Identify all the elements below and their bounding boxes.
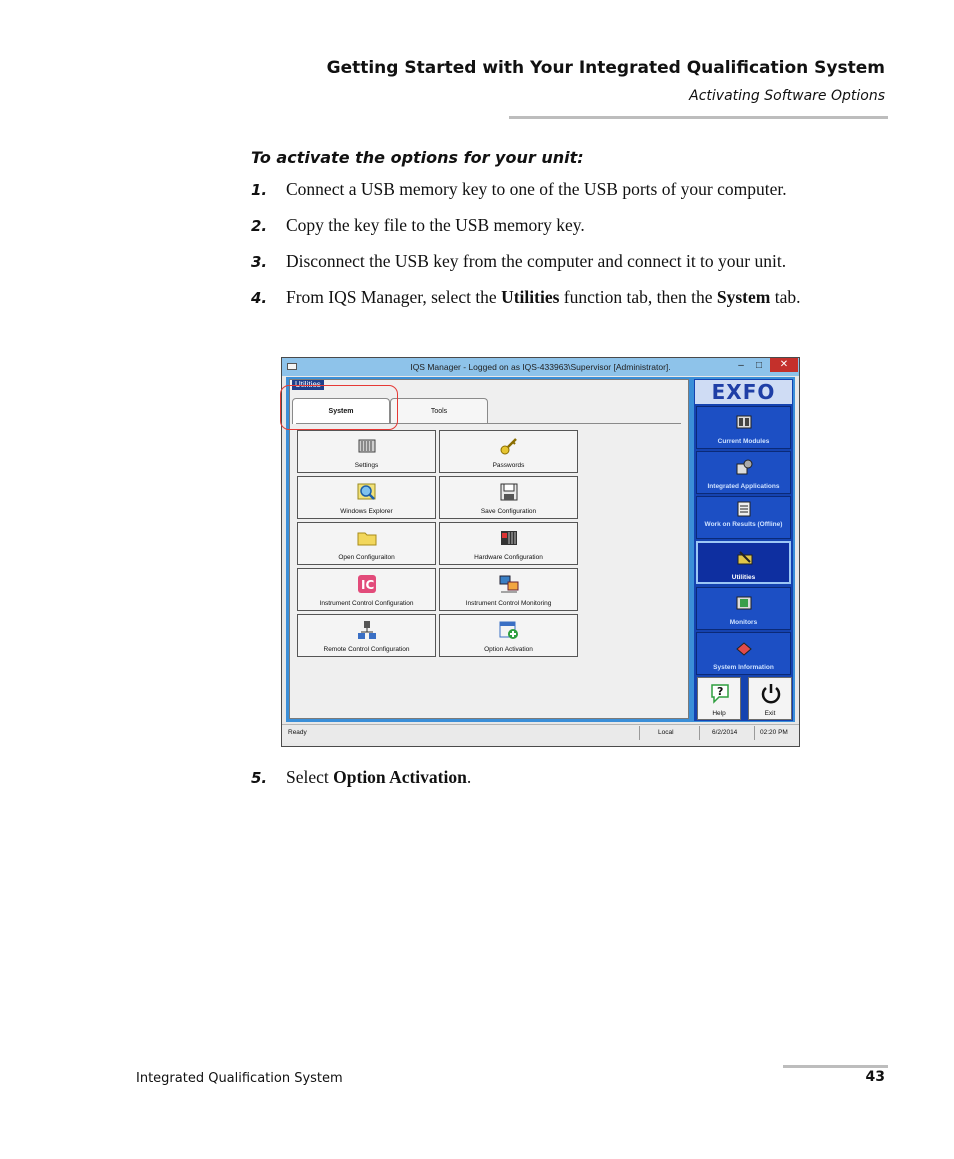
tile-hardware-configuration[interactable]: [439, 522, 578, 565]
nav-label: Monitors: [729, 619, 758, 626]
step-emphasis: System: [716, 287, 771, 307]
page-number: 43: [865, 1069, 885, 1085]
nav-label: System Information: [713, 664, 774, 671]
tile-label: Passwords: [492, 462, 525, 469]
running-header-title: Getting Started with Your Integrated Qualification System: [326, 58, 885, 78]
network-icon: [357, 620, 377, 640]
tile-label: Open Configuraiton: [338, 554, 395, 561]
power-icon: [759, 681, 783, 705]
nav-label: Integrated Applications: [707, 483, 780, 490]
step-text-part: tab.: [770, 287, 801, 307]
step-text: Disconnect the USB key from the computer and connect it to your unit.: [286, 251, 787, 271]
step-emphasis: Utilities: [501, 287, 560, 307]
tile-remote-control-configuration[interactable]: [297, 614, 436, 657]
utilities-icon: [736, 549, 754, 567]
monitors-icon: [735, 594, 753, 612]
nav-label: Work on Results (Offline): [704, 521, 783, 528]
step-emphasis: Option Activation: [333, 767, 467, 787]
settings-icon: [357, 436, 377, 456]
tile-windows-explorer[interactable]: [297, 476, 436, 519]
exit-button[interactable]: [748, 677, 792, 720]
ic-icon: [357, 574, 377, 594]
tile-label: Hardware Configuration: [474, 554, 543, 561]
footer-rule: [783, 1065, 888, 1068]
tile-label: Settings: [354, 462, 379, 469]
footer-title: Integrated Qualification System: [136, 1071, 343, 1086]
key-icon: [499, 436, 519, 456]
exfo-logo: EXFO: [695, 380, 792, 404]
tile-label: Windows Explorer: [340, 508, 393, 515]
magnifier-icon: [357, 482, 377, 502]
tab-tools[interactable]: Tools: [390, 398, 488, 424]
close-button[interactable]: ✕: [770, 358, 798, 372]
folder-icon: [357, 528, 377, 548]
modules-icon: [735, 413, 753, 431]
step-number: 3.: [251, 253, 268, 271]
floppy-disk-icon: [499, 482, 519, 502]
tile-label: Option Activation: [484, 646, 533, 653]
restore-button[interactable]: □: [755, 360, 763, 371]
tile-label: Instrument Control Monitoring: [465, 600, 552, 607]
step-number: 2.: [251, 217, 268, 235]
nav-monitors[interactable]: [696, 587, 791, 630]
hardware-icon: [499, 528, 519, 548]
tile-open-configuration[interactable]: [297, 522, 436, 565]
tile-save-configuration[interactable]: [439, 476, 578, 519]
help-label: Help: [712, 710, 726, 717]
exit-label: Exit: [764, 710, 776, 717]
step-text-part: .: [466, 767, 472, 787]
nav-system-information[interactable]: [696, 632, 791, 675]
step-text: [286, 765, 886, 789]
status-state: Ready: [288, 729, 307, 736]
status-time: 02:20 PM: [754, 726, 798, 740]
window-title: IQS Manager - Logged on as IQS-433963\Supervisor [Administrator].: [410, 362, 671, 372]
step-text-part: From IQS Manager, select the: [286, 287, 502, 307]
tile-passwords[interactable]: [439, 430, 578, 473]
tile-settings[interactable]: [297, 430, 436, 473]
results-icon: [735, 500, 753, 518]
step-text: Copy the key file to the USB memory key.: [286, 215, 585, 235]
tile-label: Instrument Control Configuration: [319, 600, 414, 607]
step-number: 1.: [251, 181, 268, 199]
nav-label: Current Modules: [717, 438, 770, 445]
system-tab-highlight: [280, 385, 398, 430]
tab-system[interactable]: System: [292, 398, 390, 424]
step-text-part: function tab, then the: [559, 287, 717, 307]
nav-current-modules[interactable]: [696, 406, 791, 449]
step-text-part: Select: [286, 767, 334, 787]
nav-utilities[interactable]: [696, 541, 791, 584]
minimize-button[interactable]: –: [738, 360, 744, 371]
svg-text:IC: IC: [361, 578, 375, 592]
svg-text:?: ?: [717, 685, 724, 698]
help-icon: [708, 681, 732, 705]
tile-instrument-control-configuration[interactable]: [297, 568, 436, 611]
running-header-subtitle: Activating Software Options: [689, 88, 885, 104]
header-rule: [509, 116, 888, 119]
applications-icon: [735, 458, 753, 476]
nav-label: Utilities: [731, 574, 756, 581]
step-text: Connect a USB memory key to one of the USB ports of your computer.: [286, 179, 787, 199]
nav-work-on-results[interactable]: [696, 496, 791, 539]
step-number: 4.: [251, 289, 268, 307]
nav-integrated-applications[interactable]: [696, 451, 791, 494]
section-label: Utilities: [292, 380, 324, 390]
status-date: 6/2/2014: [699, 726, 754, 740]
tile-instrument-control-monitoring[interactable]: [439, 568, 578, 611]
tile-option-activation[interactable]: [439, 614, 578, 657]
tile-label: Remote Control Configuration: [323, 646, 410, 653]
option-activation-icon: [499, 620, 519, 640]
step-text: [286, 285, 871, 309]
tile-label: Save Configuration: [480, 508, 537, 515]
status-mode: Local: [639, 726, 699, 740]
help-button[interactable]: [697, 677, 741, 720]
monitoring-icon: [499, 574, 519, 594]
step-number: 5.: [251, 769, 268, 787]
procedure-title: To activate the options for your unit:: [251, 148, 584, 167]
system-info-icon: [735, 639, 753, 657]
